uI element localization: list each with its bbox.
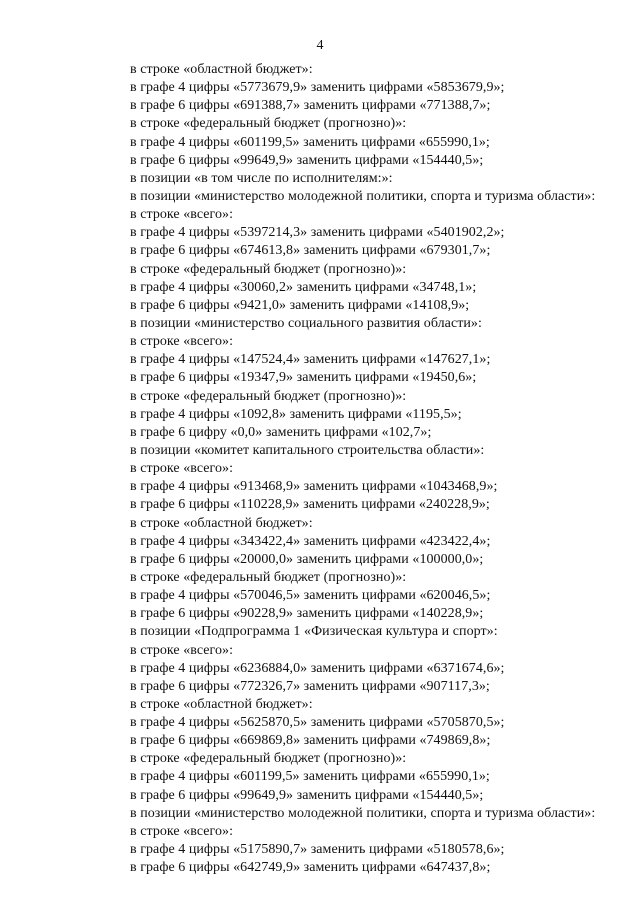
text-line: в графе 6 цифры «99649,9» заменить цифрами «154440,5»; bbox=[130, 787, 484, 803]
text-line: в строке «областной бюджет»: bbox=[130, 515, 313, 531]
text-line: в графе 4 цифры «5773679,9» заменить цифрами «5853679,9»; bbox=[130, 80, 505, 96]
text-line: в строке «федеральный бюджет (прогнозно)»: bbox=[130, 569, 407, 585]
text-line: в графе 6 цифры «9421,0» заменить цифрами «14108,9»; bbox=[130, 297, 470, 313]
text-line: в графе 4 цифры «1092,8» заменить цифрами «1195,5»; bbox=[130, 406, 462, 422]
text-line: в строке «всего»: bbox=[130, 461, 234, 477]
text-line: в графе 6 цифры «691388,7» заменить цифрами «771388,7»; bbox=[130, 98, 491, 114]
text-line: в строке «всего»: bbox=[130, 334, 234, 350]
text-line: в строке «федеральный бюджет (прогнозно)»: bbox=[130, 388, 407, 404]
text-line: в строке «всего»: bbox=[130, 207, 234, 223]
text-line: в графе 4 цифры «913468,9» заменить цифрами «1043468,9»; bbox=[130, 479, 498, 495]
text-line: в графе 6 цифры «99649,9» заменить цифрами «154440,5»; bbox=[130, 152, 484, 168]
text-line: в графе 4 цифры «601199,5» заменить цифрами «655990,1»; bbox=[130, 769, 490, 785]
text-line: в графе 6 цифры «110228,9» заменить цифрами «240228,9»; bbox=[130, 497, 490, 513]
text-line: в графе 4 цифры «6236884,0» заменить цифрами «6371674,6»; bbox=[130, 660, 505, 676]
text-line: в строке «федеральный бюджет (прогнозно)»: bbox=[130, 116, 407, 132]
text-line: в строке «областной бюджет»: bbox=[130, 696, 313, 712]
text-line: в позиции «в том числе по исполнителям:»: bbox=[130, 170, 393, 186]
text-line: в строке «федеральный бюджет (прогнозно)»: bbox=[130, 261, 407, 277]
text-line: в графе 6 цифры «772326,7» заменить цифрами «907117,3»; bbox=[130, 678, 490, 694]
text-line: в позиции «комитет капитального строительства области»: bbox=[130, 442, 485, 458]
text-line: в графе 4 цифры «5175890,7» заменить цифрами «5180578,6»; bbox=[130, 842, 505, 858]
amendment-list bbox=[130, 61, 630, 877]
text-line: в графе 6 цифру «0,0» заменить цифрами «102,7»; bbox=[130, 424, 432, 440]
text-line: в графе 4 цифры «147524,4» заменить цифрами «147627,1»; bbox=[130, 352, 491, 368]
text-line: в позиции «Подпрограмма 1 «Физическая культура и спорт»: bbox=[130, 624, 498, 640]
text-line: в графе 6 цифры «19347,9» заменить цифрами «19450,6»; bbox=[130, 370, 477, 386]
text-line: в строке «федеральный бюджет (прогнозно)»: bbox=[130, 751, 407, 767]
text-line: в графе 6 цифры «20000,0» заменить цифрами «100000,0»; bbox=[130, 551, 484, 567]
text-line: в графе 6 цифры «642749,9» заменить цифрами «647437,8»; bbox=[130, 860, 491, 876]
page-number: 4 bbox=[316, 38, 324, 53]
text-line: в графе 4 цифры «343422,4» заменить цифрами «423422,4»; bbox=[130, 533, 491, 549]
text-line: в графе 6 цифры «674613,8» заменить цифрами «679301,7»; bbox=[130, 243, 491, 259]
text-line: в позиции «министерство социального развития области»: bbox=[130, 315, 482, 331]
text-line: в графе 6 цифры «669869,8» заменить цифрами «749869,8»; bbox=[130, 733, 491, 749]
text-line: в графе 4 цифры «570046,5» заменить цифрами «620046,5»; bbox=[130, 588, 491, 604]
text-line: в позиции «министерство молодежной политики, спорта и туризма области»: bbox=[130, 188, 596, 204]
text-line: в графе 6 цифры «90228,9» заменить цифрами «140228,9»; bbox=[130, 606, 484, 622]
text-line: в позиции «министерство молодежной политики, спорта и туризма области»: bbox=[130, 805, 596, 821]
text-line: в графе 4 цифры «30060,2» заменить цифрами «34748,1»; bbox=[130, 279, 477, 295]
text-line: в графе 4 цифры «5397214,3» заменить цифрами «5401902,2»; bbox=[130, 225, 505, 241]
text-line: в графе 4 цифры «5625870,5» заменить цифрами «5705870,5»; bbox=[130, 715, 505, 731]
text-line: в строке «всего»: bbox=[130, 823, 234, 839]
text-line: в графе 4 цифры «601199,5» заменить цифрами «655990,1»; bbox=[130, 134, 490, 150]
text-line: в строке «областной бюджет»: bbox=[130, 62, 313, 77]
text-line: в строке «всего»: bbox=[130, 642, 234, 658]
